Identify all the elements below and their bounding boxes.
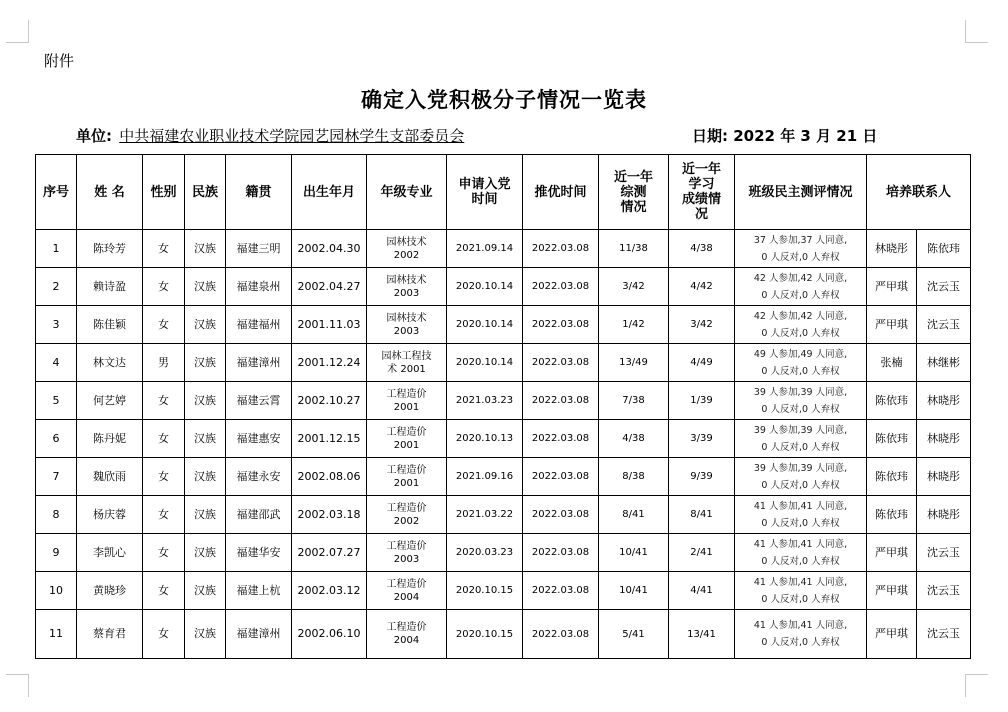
cell-birth: 2002.03.12 [292, 572, 367, 610]
cell-evaluation-line2: 0 人反对,0 人弃权 [761, 637, 840, 648]
cell-evaluation-line2: 0 人反对,0 人弃权 [761, 251, 840, 263]
cell-comprehensive: 8/41 [599, 496, 669, 534]
cell-birth: 2001.12.24 [292, 344, 367, 382]
cell-name: 陈丹妮 [77, 420, 143, 458]
cell-evaluation [735, 534, 867, 572]
cell-seq: 4 [36, 344, 77, 382]
cell-apply-time: 2020.03.23 [447, 534, 523, 572]
cell-study: 4/38 [669, 230, 735, 268]
cell-grade-major-line2: 2003 [393, 553, 420, 565]
cell-study: 4/49 [669, 344, 735, 382]
attachment-label: 附件 [44, 52, 75, 70]
cell-native-place: 福建漳州 [226, 610, 292, 659]
cell-birth: 2001.12.15 [292, 420, 367, 458]
cell-study: 3/39 [669, 420, 735, 458]
cell-evaluation-line1: 37 人参加,37 人同意, [753, 234, 848, 246]
cell-evaluation [735, 420, 867, 458]
cell-name: 陈佳颖 [77, 306, 143, 344]
cell-recommend-time: 2022.03.08 [523, 344, 599, 382]
table-row [36, 306, 971, 344]
cell-apply-time: 2020.10.14 [447, 344, 523, 382]
cell-recommend-time: 2022.03.08 [523, 268, 599, 306]
cell-grade-major-line2: 术 2001 [387, 363, 426, 375]
header-comprehensive-line3: 情况 [620, 199, 647, 215]
header-comprehensive-line2: 综测 [620, 184, 647, 200]
cell-evaluation-line2: 0 人反对,0 人弃权 [761, 441, 840, 453]
cell-native-place: 福建三明 [226, 230, 292, 268]
cell-study: 13/41 [669, 610, 735, 659]
unit-line [76, 125, 464, 146]
cell-study: 3/42 [669, 306, 735, 344]
cell-apply-time: 2021.03.22 [447, 496, 523, 534]
cell-evaluation-line1: 49 人参加,49 人同意, [753, 348, 848, 360]
cell-contact-1: 陈依玮 [867, 420, 917, 458]
cell-grade-major [367, 306, 447, 344]
cell-native-place: 福建泉州 [226, 268, 292, 306]
cell-grade-major [367, 458, 447, 496]
cell-comprehensive: 1/42 [599, 306, 669, 344]
table-row [36, 344, 971, 382]
table-row [36, 230, 971, 268]
cell-contact-2: 林晓彤 [917, 420, 971, 458]
cell-recommend-time: 2022.03.08 [523, 306, 599, 344]
cell-grade-major-line1: 园林技术 [386, 274, 427, 286]
cell-grade-major-line1: 工程造价 [386, 578, 427, 590]
cell-ethnicity: 汉族 [185, 344, 226, 382]
cell-evaluation-line1: 41 人参加,41 人同意, [753, 538, 848, 550]
cell-native-place: 福建华安 [226, 534, 292, 572]
cell-apply-time: 2021.09.14 [447, 230, 523, 268]
cell-native-place: 福建惠安 [226, 420, 292, 458]
header-gender: 性别 [143, 155, 185, 230]
cell-contact-2: 陈依玮 [917, 230, 971, 268]
cell-native-place: 福建邵武 [226, 496, 292, 534]
cell-grade-major-line1: 园林工程技 [381, 350, 432, 362]
cell-evaluation-line1: 41 人参加,41 人同意, [753, 576, 848, 588]
page-corner-mark-bottom-right [965, 674, 988, 697]
cell-ethnicity: 汉族 [185, 382, 226, 420]
cell-grade-major [367, 344, 447, 382]
cell-study: 1/39 [669, 382, 735, 420]
cell-evaluation-line1: 39 人参加,39 人同意, [753, 386, 848, 398]
header-grade-major: 年级专业 [367, 155, 447, 230]
page-title: 确定入党积极分子情况一览表 [361, 88, 647, 112]
cell-grade-major-line1: 园林技术 [386, 236, 427, 248]
date-label: 日期: [692, 127, 728, 145]
table-row [36, 458, 971, 496]
header-native-place: 籍贯 [226, 155, 292, 230]
cell-recommend-time: 2022.03.08 [523, 572, 599, 610]
cell-name: 赖诗盈 [77, 268, 143, 306]
cell-grade-major [367, 572, 447, 610]
cell-evaluation-line2: 0 人反对,0 人弃权 [761, 403, 840, 415]
cell-seq: 5 [36, 382, 77, 420]
cell-grade-major-line2: 2003 [393, 325, 420, 337]
cell-recommend-time: 2022.03.08 [523, 534, 599, 572]
cell-contact-1: 陈依玮 [867, 458, 917, 496]
cell-contact-1: 严甲琪 [867, 534, 917, 572]
cell-name: 陈玲芳 [77, 230, 143, 268]
cell-evaluation [735, 230, 867, 268]
cell-evaluation-line1: 42 人参加,42 人同意, [753, 310, 848, 322]
cell-birth: 2002.04.27 [292, 268, 367, 306]
cell-birth: 2001.11.03 [292, 306, 367, 344]
header-recommend-time: 推优时间 [523, 155, 599, 230]
header-evaluation: 班级民主测评情况 [735, 155, 867, 230]
cell-apply-time: 2021.09.16 [447, 458, 523, 496]
unit-label: 单位: [76, 127, 112, 145]
cell-evaluation-line2: 0 人反对,0 人弃权 [761, 327, 840, 339]
cell-recommend-time: 2022.03.08 [523, 458, 599, 496]
header-ethnicity: 民族 [185, 155, 226, 230]
cell-comprehensive: 7/38 [599, 382, 669, 420]
cell-evaluation [735, 458, 867, 496]
cell-native-place: 福建云霄 [226, 382, 292, 420]
cell-ethnicity: 汉族 [185, 534, 226, 572]
cell-contact-2: 沈云玉 [917, 268, 971, 306]
date-line [692, 125, 877, 146]
cell-grade-major-line2: 2001 [393, 439, 420, 451]
header-study-line1: 近一年 [681, 162, 721, 177]
table-row [36, 572, 971, 610]
cell-grade-major-line1: 园林技术 [386, 312, 427, 324]
cell-evaluation [735, 572, 867, 610]
cell-seq: 10 [36, 572, 77, 610]
cell-recommend-time: 2022.03.08 [523, 230, 599, 268]
header-apply-time-line1: 申请入党 [458, 177, 511, 192]
cell-seq: 3 [36, 306, 77, 344]
cell-native-place: 福建上杭 [226, 572, 292, 610]
cell-comprehensive: 4/38 [599, 420, 669, 458]
cell-gender: 女 [143, 610, 185, 659]
cell-contact-1: 严甲琪 [867, 610, 917, 659]
cell-name: 杨庆蓉 [77, 496, 143, 534]
cell-evaluation-line2: 0 人反对,0 人弃权 [761, 555, 840, 567]
cell-evaluation-line1: 39 人参加,39 人同意, [753, 462, 848, 474]
cell-evaluation [735, 268, 867, 306]
header-comprehensive [599, 155, 669, 230]
cell-grade-major-line1: 工程造价 [386, 464, 427, 476]
cell-grade-major-line2: 2001 [393, 401, 420, 413]
header-comprehensive-line1: 近一年 [613, 169, 653, 185]
cell-evaluation-line1: 39 人参加,39 人同意, [753, 424, 848, 436]
cell-evaluation [735, 610, 867, 659]
cell-name: 蔡育君 [77, 610, 143, 659]
activist-roster-table [35, 154, 971, 659]
cell-gender: 女 [143, 306, 185, 344]
cell-evaluation-line1: 42 人参加,42 人同意, [753, 272, 848, 284]
cell-grade-major-line1: 工程造价 [386, 502, 427, 514]
cell-contact-2: 沈云玉 [917, 610, 971, 659]
cell-evaluation-line2: 0 人反对,0 人弃权 [761, 289, 840, 301]
cell-study: 4/41 [669, 572, 735, 610]
cell-seq: 2 [36, 268, 77, 306]
cell-evaluation-line2: 0 人反对,0 人弃权 [761, 365, 840, 377]
header-study-line3: 成绩情 [681, 192, 721, 207]
cell-comprehensive: 10/41 [599, 534, 669, 572]
header-study [669, 155, 735, 230]
cell-contact-1: 严甲琪 [867, 572, 917, 610]
cell-seq: 1 [36, 230, 77, 268]
cell-apply-time: 2020.10.15 [447, 572, 523, 610]
cell-grade-major-line2: 2002 [393, 249, 420, 261]
table-row [36, 268, 971, 306]
cell-gender: 女 [143, 572, 185, 610]
header-seq: 序号 [36, 155, 77, 230]
cell-ethnicity: 汉族 [185, 610, 226, 659]
header-name: 姓 名 [77, 155, 143, 230]
cell-seq: 11 [36, 610, 77, 659]
cell-grade-major [367, 610, 447, 659]
cell-contact-1: 严甲琪 [867, 306, 917, 344]
cell-evaluation-line2: 0 人反对,0 人弃权 [761, 593, 840, 605]
header-study-line2: 学习 [688, 177, 715, 192]
cell-gender: 女 [143, 420, 185, 458]
cell-name: 林文达 [77, 344, 143, 382]
cell-ethnicity: 汉族 [185, 496, 226, 534]
cell-grade-major-line1: 工程造价 [386, 426, 427, 438]
cell-gender: 女 [143, 382, 185, 420]
cell-grade-major [367, 420, 447, 458]
cell-apply-time: 2020.10.14 [447, 306, 523, 344]
cell-seq: 9 [36, 534, 77, 572]
cell-name: 李凯心 [77, 534, 143, 572]
cell-apply-time: 2020.10.15 [447, 610, 523, 659]
cell-recommend-time: 2022.03.08 [523, 496, 599, 534]
cell-contact-2: 沈云玉 [917, 306, 971, 344]
table-row [36, 382, 971, 420]
cell-birth: 2002.10.27 [292, 382, 367, 420]
cell-ethnicity: 汉族 [185, 268, 226, 306]
cell-grade-major-line2: 2004 [393, 635, 420, 646]
cell-contact-1: 陈依玮 [867, 382, 917, 420]
cell-name: 黄晓珍 [77, 572, 143, 610]
cell-comprehensive: 3/42 [599, 268, 669, 306]
cell-name: 何艺婷 [77, 382, 143, 420]
cell-recommend-time: 2022.03.08 [523, 420, 599, 458]
cell-birth: 2002.08.06 [292, 458, 367, 496]
header-contact: 培养联系人 [867, 155, 971, 230]
cell-ethnicity: 汉族 [185, 306, 226, 344]
cell-ethnicity: 汉族 [185, 230, 226, 268]
cell-contact-1: 陈依玮 [867, 496, 917, 534]
cell-evaluation-line2: 0 人反对,0 人弃权 [761, 517, 840, 529]
cell-comprehensive: 10/41 [599, 572, 669, 610]
cell-native-place: 福建福州 [226, 306, 292, 344]
cell-gender: 女 [143, 534, 185, 572]
cell-apply-time: 2021.03.23 [447, 382, 523, 420]
cell-comprehensive: 5/41 [599, 610, 669, 659]
cell-birth: 2002.07.27 [292, 534, 367, 572]
cell-contact-2: 林继彬 [917, 344, 971, 382]
cell-grade-major [367, 268, 447, 306]
unit-value: 中共福建农业职业技术学院园艺园林学生支部委员会 [119, 127, 465, 145]
cell-comprehensive: 8/38 [599, 458, 669, 496]
cell-seq: 7 [36, 458, 77, 496]
header-birth: 出生年月 [292, 155, 367, 230]
header-apply-time-line2: 时间 [471, 192, 498, 207]
cell-contact-2: 沈云玉 [917, 534, 971, 572]
table-body [36, 230, 971, 659]
cell-study: 9/39 [669, 458, 735, 496]
cell-contact-1: 林晓彤 [867, 230, 917, 268]
cell-study: 8/41 [669, 496, 735, 534]
cell-contact-1: 张楠 [867, 344, 917, 382]
cell-ethnicity: 汉族 [185, 572, 226, 610]
cell-contact-1: 严甲琪 [867, 268, 917, 306]
cell-evaluation [735, 344, 867, 382]
cell-evaluation-line1: 41 人参加,41 人同意, [753, 500, 848, 512]
table-header-row [36, 155, 971, 230]
cell-contact-2: 林晓彤 [917, 496, 971, 534]
table-row [36, 534, 971, 572]
cell-study: 4/42 [669, 268, 735, 306]
cell-gender: 女 [143, 458, 185, 496]
cell-name: 魏欣雨 [77, 458, 143, 496]
cell-evaluation [735, 382, 867, 420]
cell-contact-2: 林晓彤 [917, 382, 971, 420]
header-apply-time [447, 155, 523, 230]
cell-recommend-time: 2022.03.08 [523, 382, 599, 420]
cell-seq: 6 [36, 420, 77, 458]
page-corner-mark-bottom-left [6, 674, 29, 697]
cell-birth: 2002.06.10 [292, 610, 367, 659]
table-row [36, 420, 971, 458]
cell-comprehensive: 13/49 [599, 344, 669, 382]
cell-grade-major-line2: 2003 [393, 287, 420, 299]
cell-grade-major-line1: 工程造价 [386, 540, 427, 552]
cell-evaluation-line2: 0 人反对,0 人弃权 [761, 479, 840, 491]
cell-grade-major-line2: 2004 [393, 591, 420, 603]
cell-grade-major [367, 496, 447, 534]
table-row [36, 610, 971, 659]
page-corner-mark-top-right [965, 20, 988, 43]
page-corner-mark-top-left [6, 20, 29, 43]
cell-grade-major-line2: 2002 [393, 515, 420, 527]
cell-grade-major [367, 230, 447, 268]
cell-evaluation [735, 306, 867, 344]
cell-grade-major [367, 534, 447, 572]
cell-grade-major-line1: 工程造价 [386, 388, 427, 400]
cell-apply-time: 2020.10.13 [447, 420, 523, 458]
cell-seq: 8 [36, 496, 77, 534]
cell-evaluation-line1: 41 人参加,41 人同意, [753, 620, 848, 631]
cell-grade-major [367, 382, 447, 420]
table-row [36, 496, 971, 534]
cell-grade-major-line2: 2001 [393, 477, 420, 489]
cell-evaluation [735, 496, 867, 534]
cell-comprehensive: 11/38 [599, 230, 669, 268]
cell-gender: 男 [143, 344, 185, 382]
cell-gender: 女 [143, 268, 185, 306]
cell-contact-2: 沈云玉 [917, 572, 971, 610]
cell-study: 2/41 [669, 534, 735, 572]
cell-birth: 2002.03.18 [292, 496, 367, 534]
cell-gender: 女 [143, 230, 185, 268]
cell-apply-time: 2020.10.14 [447, 268, 523, 306]
date-value: 2022 年 3 月 21 日 [733, 127, 878, 145]
cell-grade-major-line1: 工程造价 [386, 622, 427, 633]
cell-ethnicity: 汉族 [185, 458, 226, 496]
cell-recommend-time: 2022.03.08 [523, 610, 599, 659]
cell-native-place: 福建永安 [226, 458, 292, 496]
cell-birth: 2002.04.30 [292, 230, 367, 268]
header-study-line4: 况 [694, 207, 708, 222]
cell-contact-2: 林晓彤 [917, 458, 971, 496]
cell-ethnicity: 汉族 [185, 420, 226, 458]
cell-gender: 女 [143, 496, 185, 534]
cell-native-place: 福建漳州 [226, 344, 292, 382]
